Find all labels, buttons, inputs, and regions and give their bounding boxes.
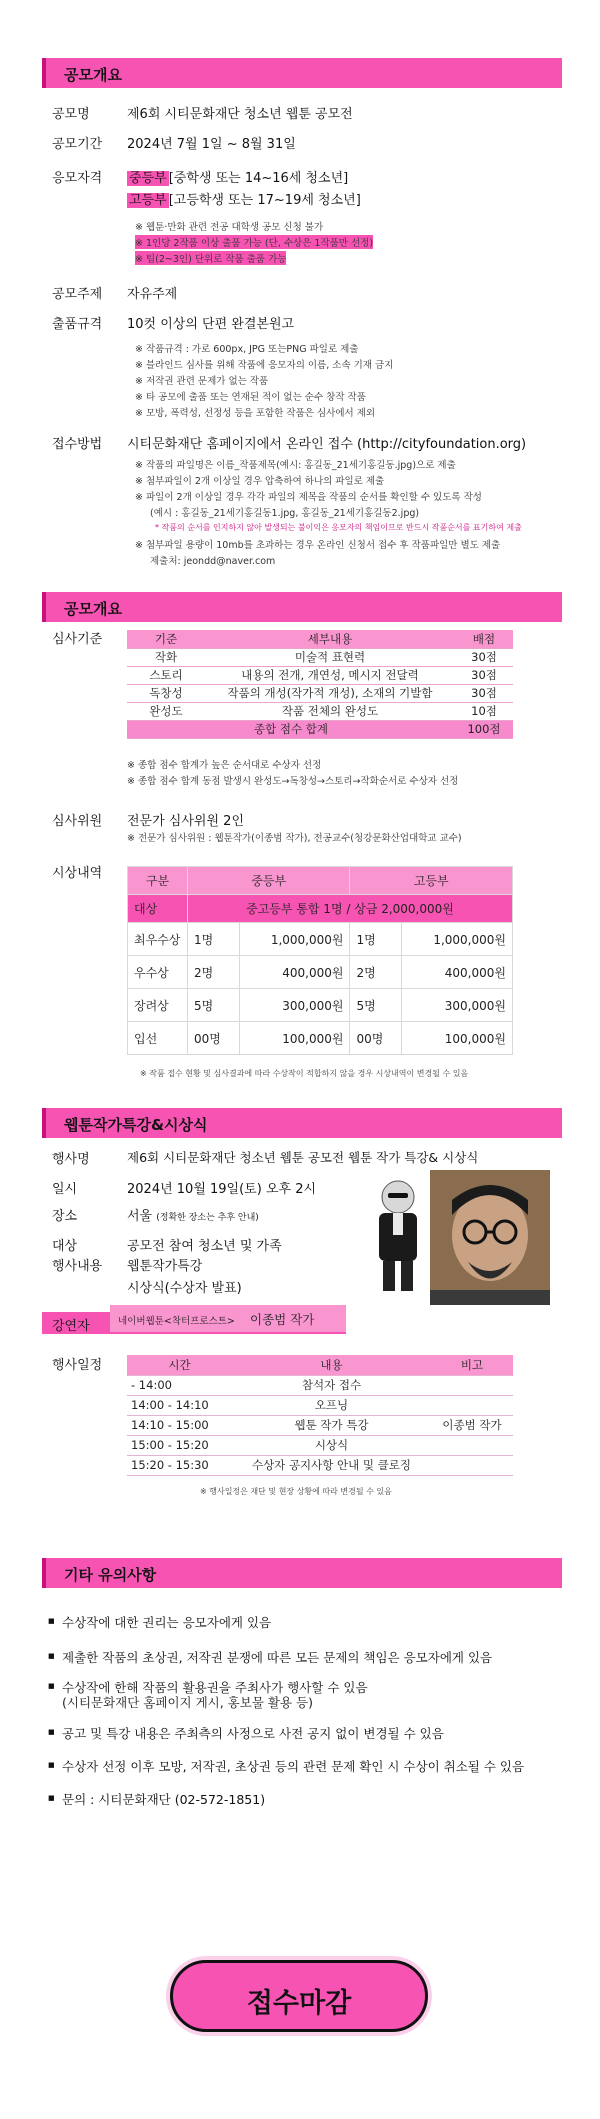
eligibility-note: ※ 팀(2~3인) 단위로 작품 출품 가능: [135, 251, 286, 265]
criteria-note: ※ 종합 점수 합계가 높은 순서대로 수상자 선정: [127, 760, 322, 771]
eligibility-label: 응모자격: [52, 171, 103, 186]
criteria-table: [127, 630, 513, 739]
table-row: [128, 989, 513, 1022]
schedule-cell: 15:00 - 15:20: [127, 1435, 232, 1455]
table-row: [127, 684, 513, 702]
schedule-cell: 수상자 공지사항 안내 및 클로징: [232, 1455, 431, 1475]
event-label: 행사명: [52, 1152, 90, 1167]
prize-cell: 1명: [188, 923, 240, 956]
schedule-cell: 이종범 작가: [431, 1415, 513, 1435]
criteria-cell: 작품 전체의 완성도: [205, 702, 455, 720]
criteria-header: 배점: [455, 630, 513, 648]
table-row: [127, 648, 513, 666]
criteria-total-row: [127, 720, 513, 738]
list-item-text: 제출한 작품의 초상권, 저작권 분쟁에 따른 모든 문제의 책임은 응모자에게 있음: [62, 1650, 493, 1665]
deadline-closed-label: 접수마감: [246, 1988, 352, 2019]
submit-label: 접수방법: [52, 437, 103, 452]
criteria-cell: 내용의 전개, 개연성, 메시지 전달력: [205, 666, 455, 684]
prize-cell: 100,000원: [402, 1022, 513, 1055]
list-item-text: 공고 및 특강 내용은 주최측의 사정으로 사전 공지 없이 변경될 수 있음: [62, 1726, 444, 1741]
criteria-cell: 30점: [455, 684, 513, 702]
grand-prize-label: 대상: [128, 895, 188, 923]
cartoon-character-illustration: [355, 1175, 440, 1295]
content-label: 행사내용: [52, 1259, 103, 1274]
table-row: [128, 1022, 513, 1055]
prize-cell: 100,000원: [239, 1022, 350, 1055]
prize-cell: 00명: [188, 1022, 240, 1055]
table-row: [127, 1455, 513, 1475]
criteria-note: ※ 종합 점수 합계 동점 발생시 완성도→독창성→스토리→작화순서로 수상자 선정: [127, 776, 459, 787]
high-tag: 고등부: [129, 193, 167, 208]
format-note: ※ 타 공모에 출품 또는 연재된 적이 없는 순수 창작 작품: [135, 392, 366, 403]
prize-header: 구분: [128, 867, 188, 895]
date-label: 일시: [52, 1182, 78, 1197]
submit-note: ※ 작품의 파일명은 이름_작품제목(예시: 홍길동_21세기홍길동.jpg)으로 제출: [135, 460, 456, 471]
target-label: 대상: [52, 1239, 78, 1254]
schedule-cell: [431, 1435, 513, 1455]
place-note: (정확한 장소는 추후 안내): [156, 1213, 259, 1223]
table-row: [127, 1435, 513, 1455]
section-title: 공모개요: [64, 600, 122, 618]
section-header-overview: [42, 58, 562, 88]
prize-cell: 300,000원: [239, 989, 350, 1022]
prize-cell: 장려상: [128, 989, 188, 1022]
section-title: 웹툰작가특강&시상식: [64, 1116, 208, 1134]
list-item: [50, 1648, 492, 1666]
list-item-text: 수상자 선정 이후 모방, 저작권, 초상권 등의 관련 문제 확인 시 수상이 취소될 수 있음: [62, 1759, 525, 1774]
criteria-cell: 작화: [127, 648, 205, 666]
deadline-closed-button[interactable]: [170, 1960, 428, 2032]
schedule-label: 행사일정: [52, 1358, 103, 1373]
eligibility-middle: [127, 167, 348, 186]
prize-cell: 1,000,000원: [239, 923, 350, 956]
speaker-label: 강연자: [52, 1319, 90, 1334]
schedule-cell: 14:00 - 14:10: [127, 1395, 232, 1415]
list-item-text: 수상작에 대한 권리는 응모자에게 있음: [62, 1615, 272, 1630]
middle-tag: 중등부: [129, 171, 167, 186]
prize-cell: 400,000원: [402, 956, 513, 989]
submit-note: ※ 첨부파일 용량이 10mb를 초과하는 경우 온라인 신청서 접수 후 작품파일만 별도 제출: [135, 540, 501, 551]
schedule-note: ※ 행사일정은 재단 및 현장 상황에 따라 변경될 수 있음: [200, 1487, 392, 1496]
submit-note: ※ 첨부파일이 2개 이상일 경우 압축하여 하나의 파일로 제출: [135, 476, 385, 487]
theme-label: 공모주제: [52, 287, 103, 302]
submit-warning: * 작품의 순서를 인지하지 않아 발생되는 불이익은 응모자의 책임이므로 반드시 작품순서를 표기하여 제출: [155, 523, 522, 532]
speaker-name: 이종범 작가: [250, 1312, 315, 1327]
target-value: 공모전 참여 청소년 및 가족: [127, 1239, 282, 1254]
schedule-cell: [431, 1375, 513, 1395]
criteria-cell: 10점: [455, 702, 513, 720]
prize-cell: 입선: [128, 1022, 188, 1055]
criteria-cell: 완성도: [127, 702, 205, 720]
prize-note: ※ 작품 접수 현황 및 심사결과에 따라 수상작이 적합하지 않을 경우 시상내역이 변경될 수 있음: [140, 1069, 469, 1078]
schedule-header: 시간: [127, 1355, 232, 1375]
content-value-2: 시상식(수상자 발표): [127, 1281, 242, 1296]
list-item: [50, 1724, 444, 1742]
place-label: 장소: [52, 1209, 78, 1224]
period-value: 2024년 7월 1일 ~ 8월 31일: [127, 137, 296, 152]
criteria-label: 심사기준: [52, 632, 103, 647]
format-value: 10컷 이상의 단편 완결본원고: [127, 317, 295, 332]
event-value: 제6회 시티문화재단 청소년 웹툰 공모전 웹툰 작가 특강& 시상식: [127, 1150, 479, 1165]
prize-cell: 1명: [350, 923, 402, 956]
high-desc: [고등학생 또는 17~19세 청소년]: [168, 193, 361, 208]
prize-cell: 400,000원: [239, 956, 350, 989]
prize-cell: 5명: [350, 989, 402, 1022]
list-item-text: 수상작에 한해 작품의 활용권을 주최사가 행사할 수 있음: [62, 1680, 368, 1695]
speaker-info: [110, 1305, 346, 1332]
middle-desc: [중학생 또는 14~16세 청소년]: [168, 171, 349, 186]
prize-cell: 우수상: [128, 956, 188, 989]
format-note: ※ 저작권 관련 문제가 없는 작품: [135, 376, 269, 387]
theme-value: 자유주제: [127, 287, 178, 302]
prize-cell: 5명: [188, 989, 240, 1022]
list-item-text: 문의 : 시티문화재단 (02-572-1851): [62, 1792, 266, 1807]
criteria-cell: 30점: [455, 648, 513, 666]
criteria-cell: 독창성: [127, 684, 205, 702]
schedule-cell: [431, 1455, 513, 1475]
submit-note: (예시 : 홍길동_21세기홍길동1.jpg, 홍길동_21세기홍길동2.jpg): [150, 508, 420, 519]
criteria-total-label: 종합 점수 합계: [127, 720, 455, 738]
eligibility-note: ※ 웹툰·만화 관련 전공 대학생 공모 신청 불가: [135, 222, 324, 233]
list-item: [50, 1757, 524, 1775]
submit-email: 제출처: jeondd@naver.com: [150, 556, 276, 567]
format-label: 출품규격: [52, 317, 103, 332]
format-note: ※ 작품규격 : 가로 600px, JPG 또는PNG 파일로 제출: [135, 344, 359, 355]
format-note: ※ 모방, 폭력성, 선정성 등을 포함한 작품은 심사에서 제외: [135, 408, 376, 419]
criteria-cell: 스토리: [127, 666, 205, 684]
schedule-cell: - 14:00: [127, 1375, 232, 1395]
table-row: [127, 1415, 513, 1435]
criteria-header: 기준: [127, 630, 205, 648]
prize-header-row: [128, 867, 513, 895]
criteria-header: 세부내용: [205, 630, 455, 648]
grand-prize-row: [128, 895, 513, 923]
speaker-work: 네이버웹툰<착터프로스트>: [118, 1316, 235, 1327]
schedule-cell: 시상식: [232, 1435, 431, 1455]
list-item: [50, 1790, 265, 1808]
schedule-header: 내용: [232, 1355, 431, 1375]
table-row: [127, 702, 513, 720]
list-item-continuation: (시티문화재단 홈페이지 게시, 홍보물 활용 등): [62, 1695, 313, 1710]
schedule-header: 비고: [431, 1355, 513, 1375]
prize-table: [127, 866, 513, 1055]
contest-name: 제6회 시티문화재단 청소년 웹툰 공모전: [127, 107, 353, 122]
table-row: [127, 1375, 513, 1395]
author-photo: [430, 1170, 550, 1305]
prize-cell: 300,000원: [402, 989, 513, 1022]
schedule-cell: 웹툰 작가 특강: [232, 1415, 431, 1435]
section-header-judging: [42, 592, 562, 622]
prize-cell: 2명: [350, 956, 402, 989]
eligibility-high: [127, 189, 361, 208]
judges-value: 전문가 심사위원 2인: [127, 814, 244, 829]
judges-note: ※ 전문가 심사위원 : 웹툰작가(이종범 작가), 전공교수(청강문화산업대학교 교수): [127, 833, 462, 844]
prize-cell: 1,000,000원: [402, 923, 513, 956]
prize-label: 시상내역: [52, 866, 103, 881]
place-value: [127, 1205, 259, 1224]
schedule-cell: [431, 1395, 513, 1415]
section-header-event: [42, 1108, 562, 1138]
section-title: 공모개요: [64, 66, 122, 84]
schedule-cell: 참석자 접수: [232, 1375, 431, 1395]
criteria-total-value: 100점: [455, 720, 513, 738]
period-label: 공모기간: [52, 137, 103, 152]
prize-header: 고등부: [350, 867, 513, 895]
schedule-table: [127, 1355, 513, 1476]
prize-cell: 2명: [188, 956, 240, 989]
criteria-cell: 30점: [455, 666, 513, 684]
prize-header: 중등부: [188, 867, 350, 895]
schedule-cell: 오프닝: [232, 1395, 431, 1415]
schedule-cell: 15:20 - 15:30: [127, 1455, 232, 1475]
judges-label: 심사위원: [52, 814, 103, 829]
table-row: [127, 1395, 513, 1415]
table-row: [128, 956, 513, 989]
content-value-1: 웹툰작가특강: [127, 1259, 203, 1274]
list-item: [50, 1613, 271, 1631]
criteria-cell: 미술적 표현력: [205, 648, 455, 666]
section-header-notes: [42, 1558, 562, 1588]
date-value: 2024년 10월 19일(토) 오후 2시: [127, 1182, 317, 1197]
criteria-cell: 작품의 개성(작가적 개성), 소재의 기발함: [205, 684, 455, 702]
prize-cell: 최우수상: [128, 923, 188, 956]
table-row: [127, 666, 513, 684]
table-row: [128, 923, 513, 956]
format-note: ※ 블라인드 심사를 위해 작품에 응모자의 이름, 소속 기재 금지: [135, 360, 394, 371]
submit-note: ※ 파일이 2개 이상일 경우 각각 파일의 제목을 작품의 순서를 확인할 수 있도록 작성: [135, 492, 482, 503]
grand-prize-text: 중고등부 통합 1명 / 상금 2,000,000원: [188, 895, 513, 923]
prize-cell: 00명: [350, 1022, 402, 1055]
contest-name-label: 공모명: [52, 107, 90, 122]
submit-value: 시티문화재단 홈페이지에서 온라인 접수 (http://cityfoundation.org): [127, 437, 527, 452]
schedule-cell: 14:10 - 15:00: [127, 1415, 232, 1435]
eligibility-note: ※ 1인당 2작품 이상 출품 가능 (단, 수상은 1작품만 선정): [135, 235, 373, 249]
section-title: 기타 유의사항: [64, 1566, 157, 1584]
place-text: 서울: [127, 1209, 153, 1224]
